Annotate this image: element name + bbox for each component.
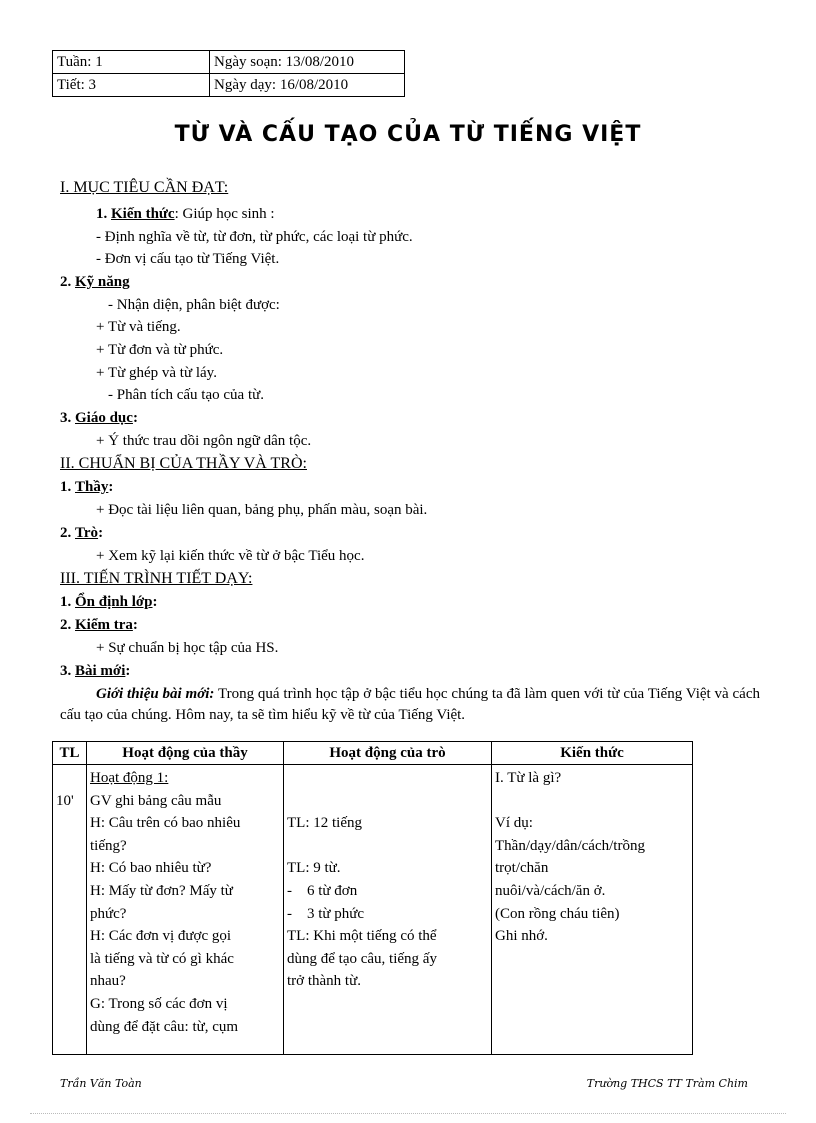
- knowledge-line: nuôi/và/cách/ăn ở.: [495, 882, 606, 899]
- student-prep-item: + Xem kỹ lại kiến thức về từ ở bậc Tiểu học.: [96, 548, 365, 564]
- intro-paragraph: Giới thiệu bài mới: Trong quá trình học tập ở bậc tiểu học chúng ta đã làm quen với từ của Tiếng Việt và cách cấu tạo của chúng. Hôm nay, ta sẽ tìm hiểu kỹ về từ của Tiếng Việt.: [60, 686, 760, 723]
- column-header: Kiến thức: [492, 742, 693, 765]
- teacher-line: G: Trong số các đơn vị: [90, 995, 228, 1012]
- page-title: TỪ VÀ CẤU TẠO CỦA TỪ TIẾNG VIỆT: [174, 122, 642, 147]
- column-header: Hoạt động của trò: [284, 742, 492, 765]
- footer-school: Trường THCS TT Tràm Chim: [586, 1077, 748, 1090]
- student-line: trở thành từ.: [287, 973, 361, 990]
- knowledge-line: I. Từ là gì?: [495, 770, 562, 786]
- week-cell: Tuần: 1: [53, 51, 210, 74]
- footer-author: Trần Văn Toàn: [60, 1077, 142, 1090]
- time-value: 10': [56, 792, 74, 809]
- subheading-skills: 2. Kỹ năng: [60, 274, 130, 290]
- table-header-row: [53, 742, 693, 765]
- skills-item: + Từ ghép và từ láy.: [96, 365, 217, 381]
- teacher-activity-cell: [87, 765, 284, 1055]
- teacher-line: dùng để đặt câu: từ, cụm: [90, 1018, 239, 1035]
- subheading-check: 2. Kiểm tra:: [60, 617, 138, 633]
- time-cell: [53, 765, 87, 1055]
- column-header: Hoạt động của thầy: [87, 742, 284, 765]
- student-line: TL: Khi một tiếng có thể: [287, 928, 437, 945]
- subheading-knowledge: 1. Kiến thức: Giúp học sinh :: [96, 206, 275, 222]
- knowledge-line: Ghi nhớ.: [495, 928, 548, 945]
- skills-item: - Nhận diện, phân biệt được:: [108, 297, 280, 313]
- knowledge-item: - Đơn vị cấu tạo từ Tiếng Việt.: [96, 251, 280, 267]
- teacher-prep-item: + Đọc tài liệu liên quan, bảng phụ, phấn màu, soạn bài.: [96, 502, 428, 518]
- skills-item: + Từ đơn và từ phức.: [96, 342, 224, 358]
- teacher-line: là tiếng và từ có gì khác: [90, 950, 234, 967]
- student-line: - 6 từ đơn: [287, 882, 358, 899]
- teacher-line: H: Các đơn vị được gọi: [90, 928, 232, 945]
- knowledge-line: trọt/chăn: [495, 860, 549, 877]
- subheading-teacher: 1. Thầy:: [60, 479, 114, 495]
- teacher-line: tiếng?: [90, 837, 127, 854]
- lesson-info-table: [52, 50, 405, 97]
- prep-date-cell: Ngày soạn: 13/08/2010: [210, 51, 405, 74]
- teacher-line: GV ghi bảng câu mẫu: [90, 792, 222, 809]
- table-row: [53, 765, 693, 1055]
- check-item: + Sự chuẩn bị học tập của HS.: [96, 640, 279, 656]
- student-activity-cell: [284, 765, 492, 1055]
- subheading-education: 3. Giáo dục:: [60, 410, 138, 426]
- subheading-student: 2. Trò:: [60, 525, 104, 541]
- subheading-class-order: 1. Ổn định lớp:: [60, 594, 158, 610]
- knowledge-line: Thần/dạy/dân/cách/trồng: [495, 837, 645, 854]
- skills-item: - Phân tích cấu tạo của từ.: [108, 387, 264, 403]
- column-header: TL: [53, 742, 87, 765]
- subheading-new-lesson: 3. Bài mới:: [60, 663, 131, 679]
- activity-table: [52, 741, 693, 1055]
- teacher-line: nhau?: [90, 973, 126, 990]
- period-cell: Tiết: 3: [53, 74, 210, 97]
- knowledge-cell: [492, 765, 693, 1055]
- teacher-line: phức?: [90, 905, 127, 922]
- knowledge-item: - Định nghĩa về từ, từ đơn, từ phức, các loại từ phức.: [96, 229, 413, 245]
- footer-divider: [30, 1113, 786, 1114]
- student-line: TL: 12 tiếng: [287, 815, 362, 832]
- knowledge-line: Ví dụ:: [495, 815, 533, 832]
- teacher-line: H: Mấy từ đơn? Mấy từ: [90, 882, 233, 899]
- student-line: - 3 từ phức: [287, 905, 365, 922]
- knowledge-line: (Con rồng cháu tiên): [495, 905, 620, 922]
- student-line: dùng để tạo câu, tiếng ấy: [287, 950, 437, 967]
- section-preparation-heading: II. CHUẨN BỊ CỦA THẦY VÀ TRÒ:: [60, 455, 307, 472]
- section-objectives-heading: I. MỤC TIÊU CẦN ĐẠT:: [60, 179, 229, 196]
- education-item: + Ý thức trau dồi ngôn ngữ dân tộc.: [96, 433, 312, 449]
- teacher-line: H: Có bao nhiêu từ?: [90, 860, 212, 877]
- skills-item: + Từ và tiếng.: [96, 319, 181, 335]
- activity-title: Hoạt động 1:: [90, 770, 169, 786]
- student-line: TL: 9 từ.: [287, 860, 341, 877]
- teach-date-cell: Ngày dạy: 16/08/2010: [210, 74, 405, 97]
- teacher-line: H: Câu trên có bao nhiêu: [90, 815, 241, 832]
- section-procedure-heading: III. TIẾN TRÌNH TIẾT DẠY:: [60, 570, 253, 587]
